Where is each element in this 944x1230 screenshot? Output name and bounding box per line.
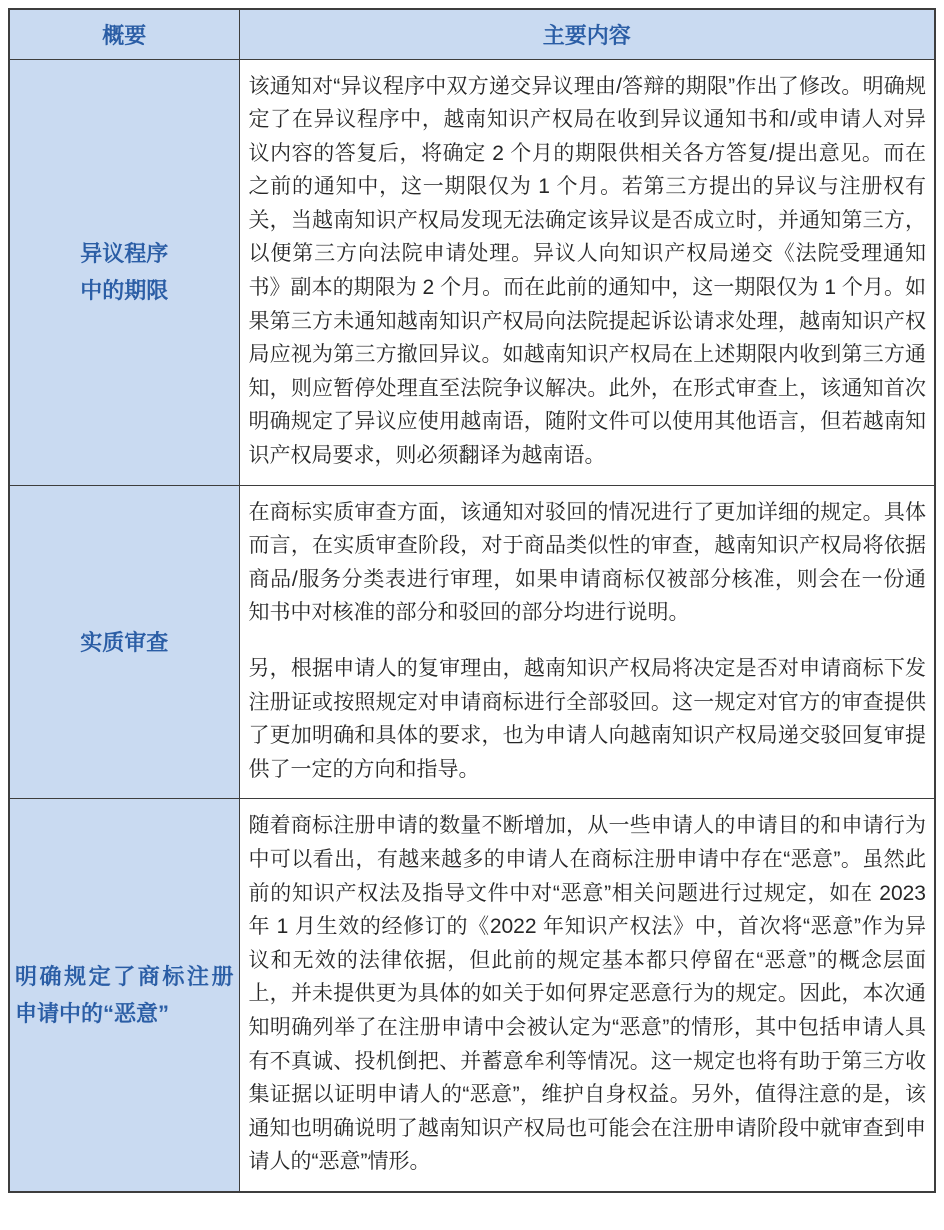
paragraph: 另，根据申请人的复审理由，越南知识产权局将决定是否对申请商标下发注册证或按照规定对申请商标进行全部驳回。这一规定对官方的审查提供了更加明确和具体的要求，也为申请人向越南知识产权局递交驳回复审提供了一定的方向和指导。 xyxy=(248,657,926,781)
table-row-opposition-deadlines xyxy=(9,59,935,485)
paragraph: 该通知对“异议程序中双方递交异议理由/答辩的期限”作出了修改。明确规定了在异议程序中，越南知识产权局在收到异议通知书和/或申请人对异议内容的答复后，将确定 2 个月的期限供相关各方答复/提出意见。而在之前的通知中，这一期限仅为 1 个月。若第三方提出的异议与注册权有关，当越南知识产权局发现无法确定该异议是否成立时，并通知第三方，以便第三方向法院申请处理。异议人向知识产权局递交《法院受理通知书》副本的期限为 2 个月。而在此前的通知中，这一期限仅为 1 个月。如果第三方未通知越南知识产权局向法院提起诉讼请求处理，越南知识产权局应视为第三方撤回异议。如越南知识产权局在上述期限内收到第三方通知，则应暂停处理直至法院争议解决。此外，在形式审查上，该通知首次明确规定了异议应使用越南语，随附文件可以使用其他语言，但若越南知识产权局要求，则必须翻译为越南语。 xyxy=(248,74,926,468)
row-content-opposition-deadlines xyxy=(239,59,935,485)
paragraph: 在商标实质审查方面，该通知对驳回的情况进行了更加详细的规定。具体而言，在实质审查阶段，对于商品类似性的审查，越南知识产权局将依据商品/服务分类表进行审理，如果申请商标仅被部分核准，则会在一份通知书中对核准的部分和驳回的部分均进行说明。 xyxy=(248,500,926,625)
row-label-line: 异议程序 xyxy=(80,241,169,267)
row-label-line: 实质审查 xyxy=(80,629,169,655)
notice-summary-table xyxy=(8,8,936,1193)
paragraph: 随着商标注册申请的数量不断增加，从一些申请人的申请目的和申请行为中可以看出，有越来越多的申请人在商标注册申请中存在“恶意”。虽然此前的知识产权法及指导文件中对“恶意”相关问题进行过规定，如在 2023 年 1 月生效的经修订的《2022 年知识产权法》中，首次将“恶意”作为异议和无效的法律依据，但此前的规定基本都只停留在“恶意”的概念层面上，并未提供更为具体的如关于如何界定恶意行为的规定。因此，本次通知明确列举了在注册申请中会被认定为“恶意”的情形，其中包括申请人具有不真诚、投机倒把、并蓄意牟利等情况。这一规定也将有助于第三方收集证据以证明申请人的“恶意”，维护自身权益。另外，值得注意的是，该通知也明确说明了越南知识产权局也可能会在注册申请阶段中就审查到申请人的“恶意”情形。 xyxy=(248,814,926,1174)
row-label-line: 中的期限 xyxy=(80,278,169,304)
column-header-main-content: 主要内容 xyxy=(239,9,935,59)
column-header-summary: 概要 xyxy=(9,9,239,59)
table-row-substantive-examination xyxy=(9,485,935,799)
row-label-bad-faith xyxy=(9,799,239,1192)
row-content-substantive-examination xyxy=(239,485,935,799)
row-label-opposition-deadlines xyxy=(9,59,239,485)
row-label-line: 明确规定了商标注册申请中的“恶意” xyxy=(15,964,234,1027)
table-row-bad-faith xyxy=(9,799,935,1192)
row-label-substantive-examination xyxy=(9,485,239,799)
table-header-row xyxy=(9,9,935,59)
row-content-bad-faith xyxy=(239,799,935,1192)
